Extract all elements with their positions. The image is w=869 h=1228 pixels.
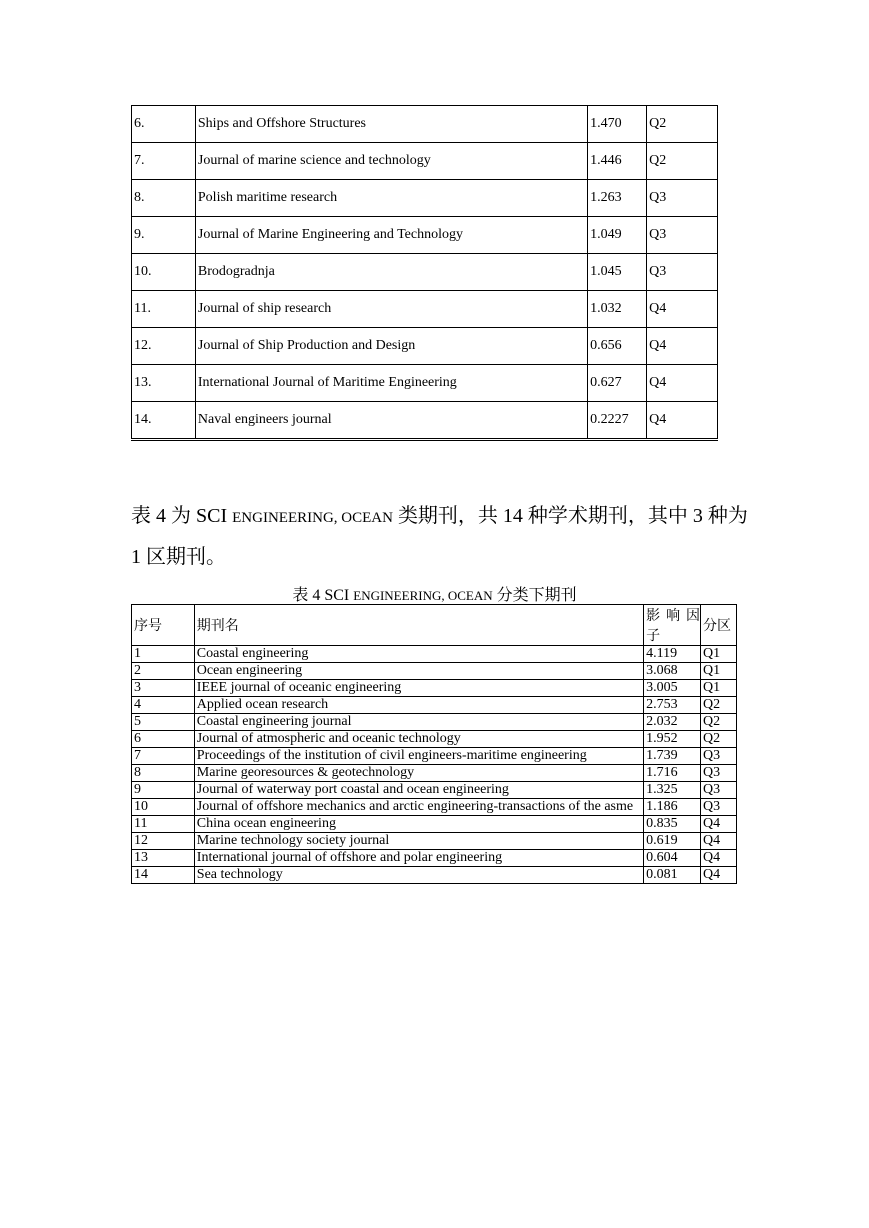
impact-factor: 0.656 xyxy=(588,328,647,365)
journal-name: Marine technology society journal xyxy=(194,833,643,850)
row-number: 6. xyxy=(132,106,196,143)
row-number: 12. xyxy=(132,328,196,365)
impact-factor: 1.739 xyxy=(644,748,701,765)
table-row xyxy=(132,731,737,748)
impact-factor: 1.186 xyxy=(644,799,701,816)
table-row xyxy=(132,143,718,180)
impact-factor: 1.952 xyxy=(644,731,701,748)
quartile: Q2 xyxy=(647,143,718,180)
table-row xyxy=(132,799,737,816)
table-row xyxy=(132,254,718,291)
row-number: 10. xyxy=(132,254,196,291)
paragraph-text-2: 类期刊，共 14 种学术期刊，其中 3 种为 1 区期刊。 xyxy=(131,505,748,568)
row-number: 5 xyxy=(132,714,195,731)
journal-name: Sea technology xyxy=(194,867,643,884)
table-row xyxy=(132,850,737,867)
table-row xyxy=(132,180,718,217)
row-number: 2 xyxy=(132,663,195,680)
quartile: Q1 xyxy=(701,680,737,697)
table-row xyxy=(132,365,718,402)
quartile: Q1 xyxy=(701,646,737,663)
row-number: 9. xyxy=(132,217,196,254)
quartile: Q3 xyxy=(701,799,737,816)
row-number: 3 xyxy=(132,680,195,697)
row-number: 7. xyxy=(132,143,196,180)
journal-name: Naval engineers journal xyxy=(195,402,587,440)
row-number: 14 xyxy=(132,867,195,884)
row-number: 7 xyxy=(132,748,195,765)
row-number: 10 xyxy=(132,799,195,816)
quartile: Q3 xyxy=(701,748,737,765)
impact-factor: 1.446 xyxy=(588,143,647,180)
paragraph-text-1: 表 4 为 SCI xyxy=(131,505,233,527)
row-number: 11. xyxy=(132,291,196,328)
impact-factor: 2.032 xyxy=(644,714,701,731)
table-row xyxy=(132,402,718,440)
table-row xyxy=(132,646,737,663)
table-row xyxy=(132,867,737,884)
impact-factor: 0.619 xyxy=(644,833,701,850)
impact-factor: 0.604 xyxy=(644,850,701,867)
paragraph-category: ENGINEERING, OCEAN xyxy=(232,510,393,526)
row-number: 9 xyxy=(132,782,195,799)
journal-name: Journal of waterway port coastal and ocean engineering xyxy=(194,782,643,799)
table-row xyxy=(132,291,718,328)
impact-factor: 1.470 xyxy=(588,106,647,143)
quartile: Q3 xyxy=(647,217,718,254)
impact-factor: 1.049 xyxy=(588,217,647,254)
quartile: Q2 xyxy=(701,714,737,731)
row-number: 14. xyxy=(132,402,196,440)
journal-name: Ships and Offshore Structures xyxy=(195,106,587,143)
quartile: Q1 xyxy=(701,663,737,680)
quartile: Q4 xyxy=(701,816,737,833)
journal-name: Polish maritime research xyxy=(195,180,587,217)
impact-factor: 0.835 xyxy=(644,816,701,833)
journal-name: Marine georesources & geotechnology xyxy=(194,765,643,782)
journal-name: China ocean engineering xyxy=(194,816,643,833)
impact-factor: 0.081 xyxy=(644,867,701,884)
row-number: 6 xyxy=(132,731,195,748)
quartile: Q4 xyxy=(647,291,718,328)
header-number: 序号 xyxy=(132,605,195,646)
journal-name: Proceedings of the institution of civil engineers-maritime engineering xyxy=(194,748,643,765)
caption-text-1: 表 4 SCI xyxy=(292,587,354,604)
table-row xyxy=(132,328,718,365)
row-number: 13. xyxy=(132,365,196,402)
header-quartile: 分区 xyxy=(701,605,737,646)
impact-factor: 4.119 xyxy=(644,646,701,663)
row-number: 13 xyxy=(132,850,195,867)
row-number: 12 xyxy=(132,833,195,850)
header-impact-factor: 影 响 因 子 xyxy=(644,605,701,646)
table-row xyxy=(132,816,737,833)
quartile: Q4 xyxy=(647,328,718,365)
table-caption xyxy=(0,582,869,605)
journal-name: International journal of offshore and polar engineering xyxy=(194,850,643,867)
journal-name: Journal of marine science and technology xyxy=(195,143,587,180)
table-row xyxy=(132,782,737,799)
journal-name: Journal of Marine Engineering and Technology xyxy=(195,217,587,254)
row-number: 8 xyxy=(132,765,195,782)
quartile: Q3 xyxy=(647,254,718,291)
journal-name: Journal of atmospheric and oceanic technology xyxy=(194,731,643,748)
row-number: 8. xyxy=(132,180,196,217)
table-row xyxy=(132,697,737,714)
table-row xyxy=(132,217,718,254)
caption-text-2: 分类下期刊 xyxy=(492,587,577,604)
journal-name: Journal of Ship Production and Design xyxy=(195,328,587,365)
quartile: Q2 xyxy=(701,731,737,748)
caption-category: ENGINEERING, OCEAN xyxy=(353,588,493,603)
quartile: Q4 xyxy=(647,402,718,440)
journal-table-continued xyxy=(131,105,718,441)
journal-name: Journal of offshore mechanics and arctic engineering-transactions of the asme xyxy=(194,799,643,816)
table-row xyxy=(132,714,737,731)
table-row xyxy=(132,663,737,680)
quartile: Q4 xyxy=(701,850,737,867)
quartile: Q2 xyxy=(701,697,737,714)
row-number: 11 xyxy=(132,816,195,833)
quartile: Q3 xyxy=(647,180,718,217)
journal-table-4 xyxy=(131,604,737,884)
quartile: Q3 xyxy=(701,782,737,799)
journal-name: IEEE journal of oceanic engineering xyxy=(194,680,643,697)
quartile: Q4 xyxy=(701,833,737,850)
table-row xyxy=(132,748,737,765)
impact-factor: 3.068 xyxy=(644,663,701,680)
body-paragraph xyxy=(131,497,751,577)
table-row xyxy=(132,833,737,850)
impact-factor: 0.627 xyxy=(588,365,647,402)
impact-factor: 1.263 xyxy=(588,180,647,217)
journal-name: Ocean engineering xyxy=(194,663,643,680)
impact-factor: 1.325 xyxy=(644,782,701,799)
quartile: Q2 xyxy=(647,106,718,143)
impact-factor: 3.005 xyxy=(644,680,701,697)
journal-name: Coastal engineering xyxy=(194,646,643,663)
quartile: Q4 xyxy=(647,365,718,402)
journal-name: Applied ocean research xyxy=(194,697,643,714)
quartile: Q3 xyxy=(701,765,737,782)
table-header-row xyxy=(132,605,737,646)
header-journal-name: 期刊名 xyxy=(194,605,643,646)
impact-factor: 1.716 xyxy=(644,765,701,782)
row-number: 1 xyxy=(132,646,195,663)
quartile: Q4 xyxy=(701,867,737,884)
journal-name: International Journal of Maritime Engineering xyxy=(195,365,587,402)
impact-factor: 0.2227 xyxy=(588,402,647,440)
impact-factor: 1.032 xyxy=(588,291,647,328)
row-number: 4 xyxy=(132,697,195,714)
impact-factor: 2.753 xyxy=(644,697,701,714)
journal-name: Brodogradnja xyxy=(195,254,587,291)
journal-name: Journal of ship research xyxy=(195,291,587,328)
table-row xyxy=(132,680,737,697)
table-row xyxy=(132,765,737,782)
journal-name: Coastal engineering journal xyxy=(194,714,643,731)
table-row xyxy=(132,106,718,143)
impact-factor: 1.045 xyxy=(588,254,647,291)
